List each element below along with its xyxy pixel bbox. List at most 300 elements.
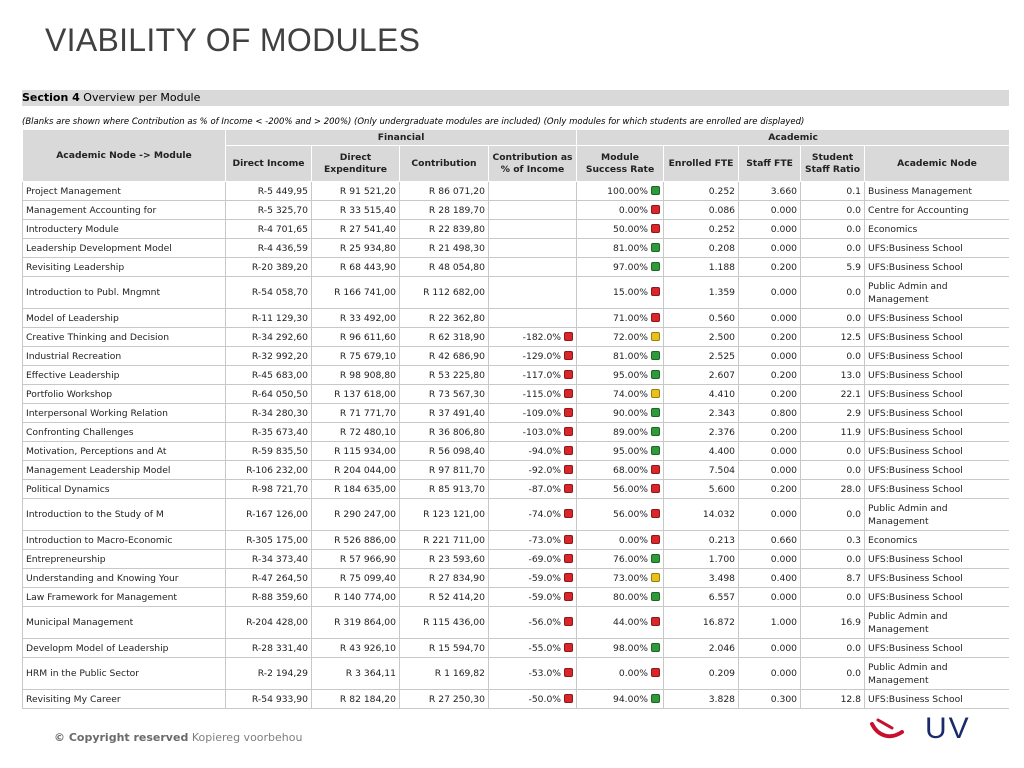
module-name-cell — [23, 588, 226, 607]
module-name-value: Municipal Management — [26, 617, 134, 628]
academic-node-value: UFS:Business School — [868, 407, 963, 419]
red-status-icon — [564, 554, 573, 563]
module-name-cell — [23, 658, 226, 690]
direct-expenditure-value: R 184 635,00 — [334, 483, 396, 495]
table-row — [23, 588, 1010, 607]
module-name-value: Effective Leadership — [26, 369, 120, 381]
contribution-value: R 112 682,00 — [423, 287, 485, 298]
contribution-cell — [400, 499, 489, 531]
success-rate-value: 100.00% — [607, 185, 649, 197]
direct-income-value: R-88 359,60 — [251, 591, 308, 603]
academic-node-cell — [865, 531, 1009, 550]
contribution-cell — [400, 550, 489, 569]
student-staff-ratio-cell — [801, 423, 865, 442]
copyright-bold: © Copyright reserved — [54, 731, 189, 744]
module-name-cell — [23, 690, 226, 709]
table-row — [23, 690, 1010, 709]
student-staff-ratio-value: 0.0 — [846, 464, 862, 476]
enrolled-fte-cell — [664, 690, 739, 709]
red-status-icon — [651, 224, 660, 233]
red-status-icon — [564, 643, 573, 652]
student-staff-ratio-cell — [801, 309, 865, 328]
success-rate-cell — [577, 550, 664, 569]
academic-node-cell — [865, 258, 1009, 277]
student-staff-ratio-value: 0.0 — [846, 591, 862, 603]
staff-fte-value: 0.800 — [770, 407, 798, 419]
student-staff-ratio-cell — [801, 690, 865, 709]
red-status-icon — [564, 370, 573, 379]
module-name-cell — [23, 220, 226, 239]
direct-income-value: R-204 428,00 — [246, 617, 308, 628]
contribution-value: R 97 811,70 — [428, 464, 485, 476]
staff-fte-cell — [739, 366, 801, 385]
direct-expenditure-value: R 75 099,40 — [339, 572, 396, 584]
red-status-icon — [564, 573, 573, 582]
direct-income-value: R-11 129,30 — [251, 312, 308, 324]
enrolled-fte-value: 1.700 — [708, 553, 736, 565]
contribution-cell — [400, 239, 489, 258]
contribution-pct-value: -59.0% — [528, 591, 562, 603]
enrolled-fte-cell — [664, 423, 739, 442]
student-staff-ratio-value: 28.0 — [840, 483, 862, 495]
table-body — [23, 182, 1010, 709]
direct-expenditure-value: R 115 934,00 — [334, 445, 396, 457]
table-row — [23, 309, 1010, 328]
table-row — [23, 658, 1010, 690]
staff-fte-value: 0.300 — [770, 693, 798, 705]
academic-node-value: Economics — [868, 534, 918, 546]
contribution-pct-value: -115.0% — [522, 388, 562, 400]
col-header-contribution-pct: Contribution as % of Income — [489, 146, 577, 182]
contribution-pct-cell — [489, 385, 577, 404]
staff-fte-cell — [739, 404, 801, 423]
student-staff-ratio-value: 0.0 — [846, 509, 862, 520]
module-name-value: Leadership Development Model — [26, 242, 172, 254]
enrolled-fte-cell — [664, 201, 739, 220]
direct-expenditure-value: R 72 480,10 — [339, 426, 396, 438]
academic-node-cell — [865, 220, 1009, 239]
direct-income-cell — [226, 607, 312, 639]
enrolled-fte-value: 3.828 — [708, 693, 736, 705]
enrolled-fte-cell — [664, 461, 739, 480]
student-staff-ratio-value: 0.0 — [846, 312, 862, 324]
enrolled-fte-value: 0.086 — [708, 204, 736, 216]
success-rate-cell — [577, 588, 664, 607]
module-table-container[interactable] — [22, 129, 1009, 724]
staff-fte-value: 0.000 — [770, 287, 798, 298]
contribution-value: R 23 593,60 — [428, 553, 485, 565]
direct-expenditure-value: R 82 184,20 — [339, 693, 396, 705]
staff-fte-value: 0.200 — [770, 369, 798, 381]
table-note: (Blanks are shown where Contribution as % of Income < -200% and > 200%) (Only undergraduate modules are included) (Only modules for which students are enrolled are displayed) — [22, 117, 805, 127]
contribution-cell — [400, 347, 489, 366]
enrolled-fte-cell — [664, 588, 739, 607]
direct-income-value: R-54 933,90 — [251, 693, 308, 705]
green-status-icon — [651, 446, 660, 455]
direct-income-value: R-47 264,50 — [251, 572, 308, 584]
direct-income-cell — [226, 423, 312, 442]
module-name-cell — [23, 277, 226, 309]
contribution-pct-value: -182.0% — [522, 331, 562, 343]
direct-expenditure-value: R 204 044,00 — [334, 464, 396, 476]
staff-fte-value: 0.660 — [770, 534, 798, 546]
enrolled-fte-value: 0.209 — [708, 668, 736, 679]
green-status-icon — [651, 243, 660, 252]
direct-expenditure-value: R 166 741,00 — [334, 287, 396, 298]
direct-income-value: R-45 683,00 — [251, 369, 308, 381]
direct-income-cell — [226, 220, 312, 239]
enrolled-fte-value: 0.208 — [708, 242, 736, 254]
success-rate-value: 81.00% — [612, 350, 649, 362]
module-name-cell — [23, 201, 226, 220]
academic-node-value: UFS:Business School — [868, 388, 963, 400]
module-name-cell — [23, 366, 226, 385]
direct-income-cell — [226, 328, 312, 347]
module-name-value: Understanding and Knowing Your — [26, 572, 179, 584]
group-header-financial: Financial — [226, 130, 577, 146]
student-staff-ratio-value: 0.3 — [846, 534, 862, 546]
contribution-pct-cell — [489, 499, 577, 531]
contribution-value: R 22 839,80 — [428, 223, 485, 235]
module-name-value: Political Dynamics — [26, 483, 110, 495]
staff-fte-cell — [739, 499, 801, 531]
academic-node-cell — [865, 550, 1009, 569]
enrolled-fte-value: 6.557 — [708, 591, 736, 603]
student-staff-ratio-cell — [801, 258, 865, 277]
direct-income-cell — [226, 442, 312, 461]
direct-income-value: R-20 389,20 — [251, 261, 308, 273]
academic-node-value: UFS:Business School — [868, 445, 963, 457]
success-rate-cell — [577, 658, 664, 690]
enrolled-fte-cell — [664, 385, 739, 404]
academic-node-cell — [865, 588, 1009, 607]
academic-node-cell — [865, 690, 1009, 709]
student-staff-ratio-value: 2.9 — [846, 407, 862, 419]
success-rate-cell — [577, 423, 664, 442]
student-staff-ratio-cell — [801, 328, 865, 347]
direct-income-value: R-28 331,40 — [251, 642, 308, 654]
staff-fte-cell — [739, 309, 801, 328]
direct-expenditure-cell — [312, 639, 400, 658]
enrolled-fte-value: 0.252 — [708, 223, 736, 235]
academic-node-value: Business Management — [868, 185, 972, 197]
contribution-cell — [400, 277, 489, 309]
contribution-pct-cell — [489, 480, 577, 499]
table-row — [23, 277, 1010, 309]
direct-expenditure-cell — [312, 423, 400, 442]
direct-expenditure-cell — [312, 588, 400, 607]
student-staff-ratio-cell — [801, 442, 865, 461]
student-staff-ratio-cell — [801, 550, 865, 569]
enrolled-fte-value: 4.400 — [708, 445, 736, 457]
direct-income-cell — [226, 239, 312, 258]
enrolled-fte-value: 0.560 — [708, 312, 736, 324]
academic-node-cell — [865, 404, 1009, 423]
contribution-pct-cell — [489, 607, 577, 639]
staff-fte-cell — [739, 220, 801, 239]
contribution-pct-value: -92.0% — [528, 464, 562, 476]
contribution-pct-cell — [489, 588, 577, 607]
red-status-icon — [651, 509, 660, 518]
red-status-icon — [651, 465, 660, 474]
staff-fte-cell — [739, 423, 801, 442]
col-header-enrolled-fte: Enrolled FTE — [664, 146, 739, 182]
red-status-icon — [564, 427, 573, 436]
section-title: Overview per Module — [79, 91, 201, 104]
academic-node-value: Economics — [868, 223, 918, 235]
yellow-status-icon — [651, 573, 660, 582]
success-rate-cell — [577, 499, 664, 531]
contribution-value: R 52 414,20 — [428, 591, 485, 603]
success-rate-value: 80.00% — [612, 591, 649, 603]
student-staff-ratio-cell — [801, 639, 865, 658]
direct-expenditure-cell — [312, 499, 400, 531]
student-staff-ratio-value: 13.0 — [840, 369, 862, 381]
table-row — [23, 220, 1010, 239]
direct-expenditure-cell — [312, 461, 400, 480]
contribution-pct-cell — [489, 347, 577, 366]
module-name-value: Portfolio Workshop — [26, 388, 113, 400]
enrolled-fte-cell — [664, 531, 739, 550]
enrolled-fte-value: 2.376 — [708, 426, 736, 438]
contribution-value: R 22 362,80 — [428, 312, 485, 324]
success-rate-cell — [577, 347, 664, 366]
success-rate-cell — [577, 220, 664, 239]
academic-node-cell — [865, 569, 1009, 588]
module-name-value: Introduction to the Study of M — [26, 509, 164, 520]
red-status-icon — [651, 205, 660, 214]
contribution-pct-cell — [489, 690, 577, 709]
direct-income-cell — [226, 277, 312, 309]
student-staff-ratio-cell — [801, 366, 865, 385]
contribution-cell — [400, 309, 489, 328]
direct-expenditure-value: R 33 492,00 — [339, 312, 396, 324]
red-status-icon — [564, 446, 573, 455]
student-staff-ratio-value: 0.0 — [846, 242, 862, 254]
success-rate-value: 76.00% — [612, 553, 649, 565]
enrolled-fte-cell — [664, 607, 739, 639]
direct-expenditure-value: R 3 364,11 — [345, 668, 396, 679]
direct-income-cell — [226, 690, 312, 709]
contribution-pct-cell — [489, 569, 577, 588]
contribution-value: R 27 834,90 — [428, 572, 485, 584]
academic-node-cell — [865, 607, 1009, 639]
student-staff-ratio-cell — [801, 569, 865, 588]
student-staff-ratio-value: 0.1 — [846, 185, 862, 197]
module-overview-table — [22, 129, 1009, 709]
contribution-value: R 115 436,00 — [423, 617, 485, 628]
success-rate-value: 89.00% — [612, 426, 649, 438]
yellow-status-icon — [651, 389, 660, 398]
direct-income-cell — [226, 569, 312, 588]
module-name-cell — [23, 550, 226, 569]
student-staff-ratio-cell — [801, 461, 865, 480]
table-row — [23, 480, 1010, 499]
table-row — [23, 347, 1010, 366]
student-staff-ratio-value: 11.9 — [840, 426, 862, 438]
contribution-pct-cell — [489, 182, 577, 201]
contribution-pct-cell — [489, 461, 577, 480]
direct-income-value: R-34 280,30 — [251, 407, 308, 419]
enrolled-fte-cell — [664, 347, 739, 366]
academic-node-value: UFS:Business School — [868, 693, 963, 705]
contribution-pct-value: -109.0% — [522, 407, 562, 419]
table-row — [23, 639, 1010, 658]
contribution-value: R 42 686,90 — [428, 350, 485, 362]
staff-fte-value: 0.000 — [770, 668, 798, 679]
enrolled-fte-cell — [664, 442, 739, 461]
academic-node-value: UFS:Business School — [868, 350, 963, 362]
staff-fte-value: 0.000 — [770, 242, 798, 254]
col-header-academic-node: Academic Node — [865, 146, 1009, 182]
module-name-cell — [23, 239, 226, 258]
success-rate-cell — [577, 569, 664, 588]
staff-fte-cell — [739, 258, 801, 277]
contribution-pct-cell — [489, 258, 577, 277]
contribution-pct-value: -94.0% — [528, 445, 562, 457]
direct-income-value: R-64 050,50 — [251, 388, 308, 400]
module-name-value: Introduction to Macro-Economic — [26, 534, 173, 546]
contribution-pct-cell — [489, 328, 577, 347]
success-rate-value: 50.00% — [612, 223, 649, 235]
enrolled-fte-value: 1.188 — [708, 261, 736, 273]
student-staff-ratio-value: 0.0 — [846, 642, 862, 654]
red-status-icon — [651, 484, 660, 493]
student-staff-ratio-cell — [801, 499, 865, 531]
staff-fte-cell — [739, 461, 801, 480]
success-rate-value: 72.00% — [612, 331, 649, 343]
academic-node-cell — [865, 385, 1009, 404]
success-rate-value: 0.00% — [618, 534, 649, 546]
direct-income-cell — [226, 480, 312, 499]
staff-fte-value: 0.200 — [770, 331, 798, 343]
success-rate-cell — [577, 182, 664, 201]
staff-fte-cell — [739, 480, 801, 499]
success-rate-cell — [577, 258, 664, 277]
direct-expenditure-cell — [312, 569, 400, 588]
direct-expenditure-cell — [312, 309, 400, 328]
success-rate-cell — [577, 461, 664, 480]
contribution-value: R 86 071,20 — [428, 185, 485, 197]
success-rate-cell — [577, 277, 664, 309]
direct-expenditure-value: R 96 611,60 — [339, 331, 396, 343]
success-rate-value: 95.00% — [612, 369, 649, 381]
enrolled-fte-cell — [664, 239, 739, 258]
success-rate-cell — [577, 328, 664, 347]
success-rate-cell — [577, 531, 664, 550]
module-name-cell — [23, 309, 226, 328]
staff-fte-cell — [739, 442, 801, 461]
staff-fte-cell — [739, 569, 801, 588]
contribution-cell — [400, 531, 489, 550]
contribution-pct-value: -117.0% — [522, 369, 562, 381]
academic-node-cell — [865, 309, 1009, 328]
student-staff-ratio-value: 0.0 — [846, 223, 862, 235]
direct-income-cell — [226, 258, 312, 277]
direct-expenditure-value: R 290 247,00 — [334, 509, 396, 520]
staff-fte-cell — [739, 690, 801, 709]
col-header-contribution: Contribution — [400, 146, 489, 182]
table-row — [23, 607, 1010, 639]
direct-expenditure-value: R 27 541,40 — [339, 223, 396, 235]
table-row — [23, 531, 1010, 550]
contribution-value: R 73 567,30 — [428, 388, 485, 400]
enrolled-fte-value: 0.213 — [708, 534, 736, 546]
contribution-pct-value: -87.0% — [528, 483, 562, 495]
direct-expenditure-cell — [312, 182, 400, 201]
direct-expenditure-cell — [312, 531, 400, 550]
enrolled-fte-value: 2.525 — [708, 350, 736, 362]
success-rate-cell — [577, 366, 664, 385]
contribution-pct-value: -50.0% — [528, 693, 562, 705]
red-status-icon — [651, 668, 660, 677]
staff-fte-value: 0.000 — [770, 464, 798, 476]
staff-fte-value: 3.660 — [770, 185, 798, 197]
contribution-value: R 15 594,70 — [428, 642, 485, 654]
staff-fte-value: 1.000 — [770, 617, 798, 628]
staff-fte-value: 0.200 — [770, 261, 798, 273]
direct-income-cell — [226, 347, 312, 366]
enrolled-fte-value: 2.500 — [708, 331, 736, 343]
contribution-cell — [400, 442, 489, 461]
module-name-cell — [23, 461, 226, 480]
green-status-icon — [651, 370, 660, 379]
direct-expenditure-value: R 526 886,00 — [334, 534, 396, 546]
direct-income-value: R-54 058,70 — [251, 287, 308, 298]
success-rate-value: 56.00% — [612, 509, 649, 520]
enrolled-fte-cell — [664, 182, 739, 201]
success-rate-value: 68.00% — [612, 464, 649, 476]
staff-fte-cell — [739, 639, 801, 658]
success-rate-cell — [577, 639, 664, 658]
contribution-cell — [400, 328, 489, 347]
direct-income-value: R-98 721,70 — [251, 483, 308, 495]
contribution-cell — [400, 182, 489, 201]
direct-expenditure-cell — [312, 328, 400, 347]
student-staff-ratio-value: 0.0 — [846, 553, 862, 565]
table-row — [23, 366, 1010, 385]
contribution-value: R 1 169,82 — [434, 668, 485, 679]
success-rate-cell — [577, 607, 664, 639]
red-status-icon — [651, 617, 660, 626]
direct-expenditure-value: R 137 618,00 — [334, 388, 396, 400]
table-row — [23, 328, 1010, 347]
student-staff-ratio-value: 8.7 — [846, 572, 862, 584]
success-rate-cell — [577, 201, 664, 220]
green-status-icon — [651, 554, 660, 563]
contribution-pct-value: -53.0% — [528, 668, 562, 679]
success-rate-cell — [577, 690, 664, 709]
student-staff-ratio-cell — [801, 531, 865, 550]
slide-title: VIABILITY OF MODULES — [45, 22, 421, 58]
student-staff-ratio-value: 12.8 — [840, 693, 862, 705]
col-header-staff-fte: Staff FTE — [739, 146, 801, 182]
contribution-value: R 123 121,00 — [423, 509, 485, 520]
academic-node-cell — [865, 639, 1009, 658]
contribution-pct-value: -74.0% — [528, 509, 562, 520]
contribution-pct-cell — [489, 201, 577, 220]
student-staff-ratio-cell — [801, 201, 865, 220]
table-row — [23, 499, 1010, 531]
direct-income-cell — [226, 639, 312, 658]
module-name-value: Introductery Module — [26, 223, 119, 235]
staff-fte-value: 0.000 — [770, 509, 798, 520]
green-status-icon — [651, 262, 660, 271]
contribution-pct-cell — [489, 220, 577, 239]
contribution-cell — [400, 690, 489, 709]
direct-expenditure-cell — [312, 258, 400, 277]
academic-node-value: UFS:Business School — [868, 553, 963, 565]
